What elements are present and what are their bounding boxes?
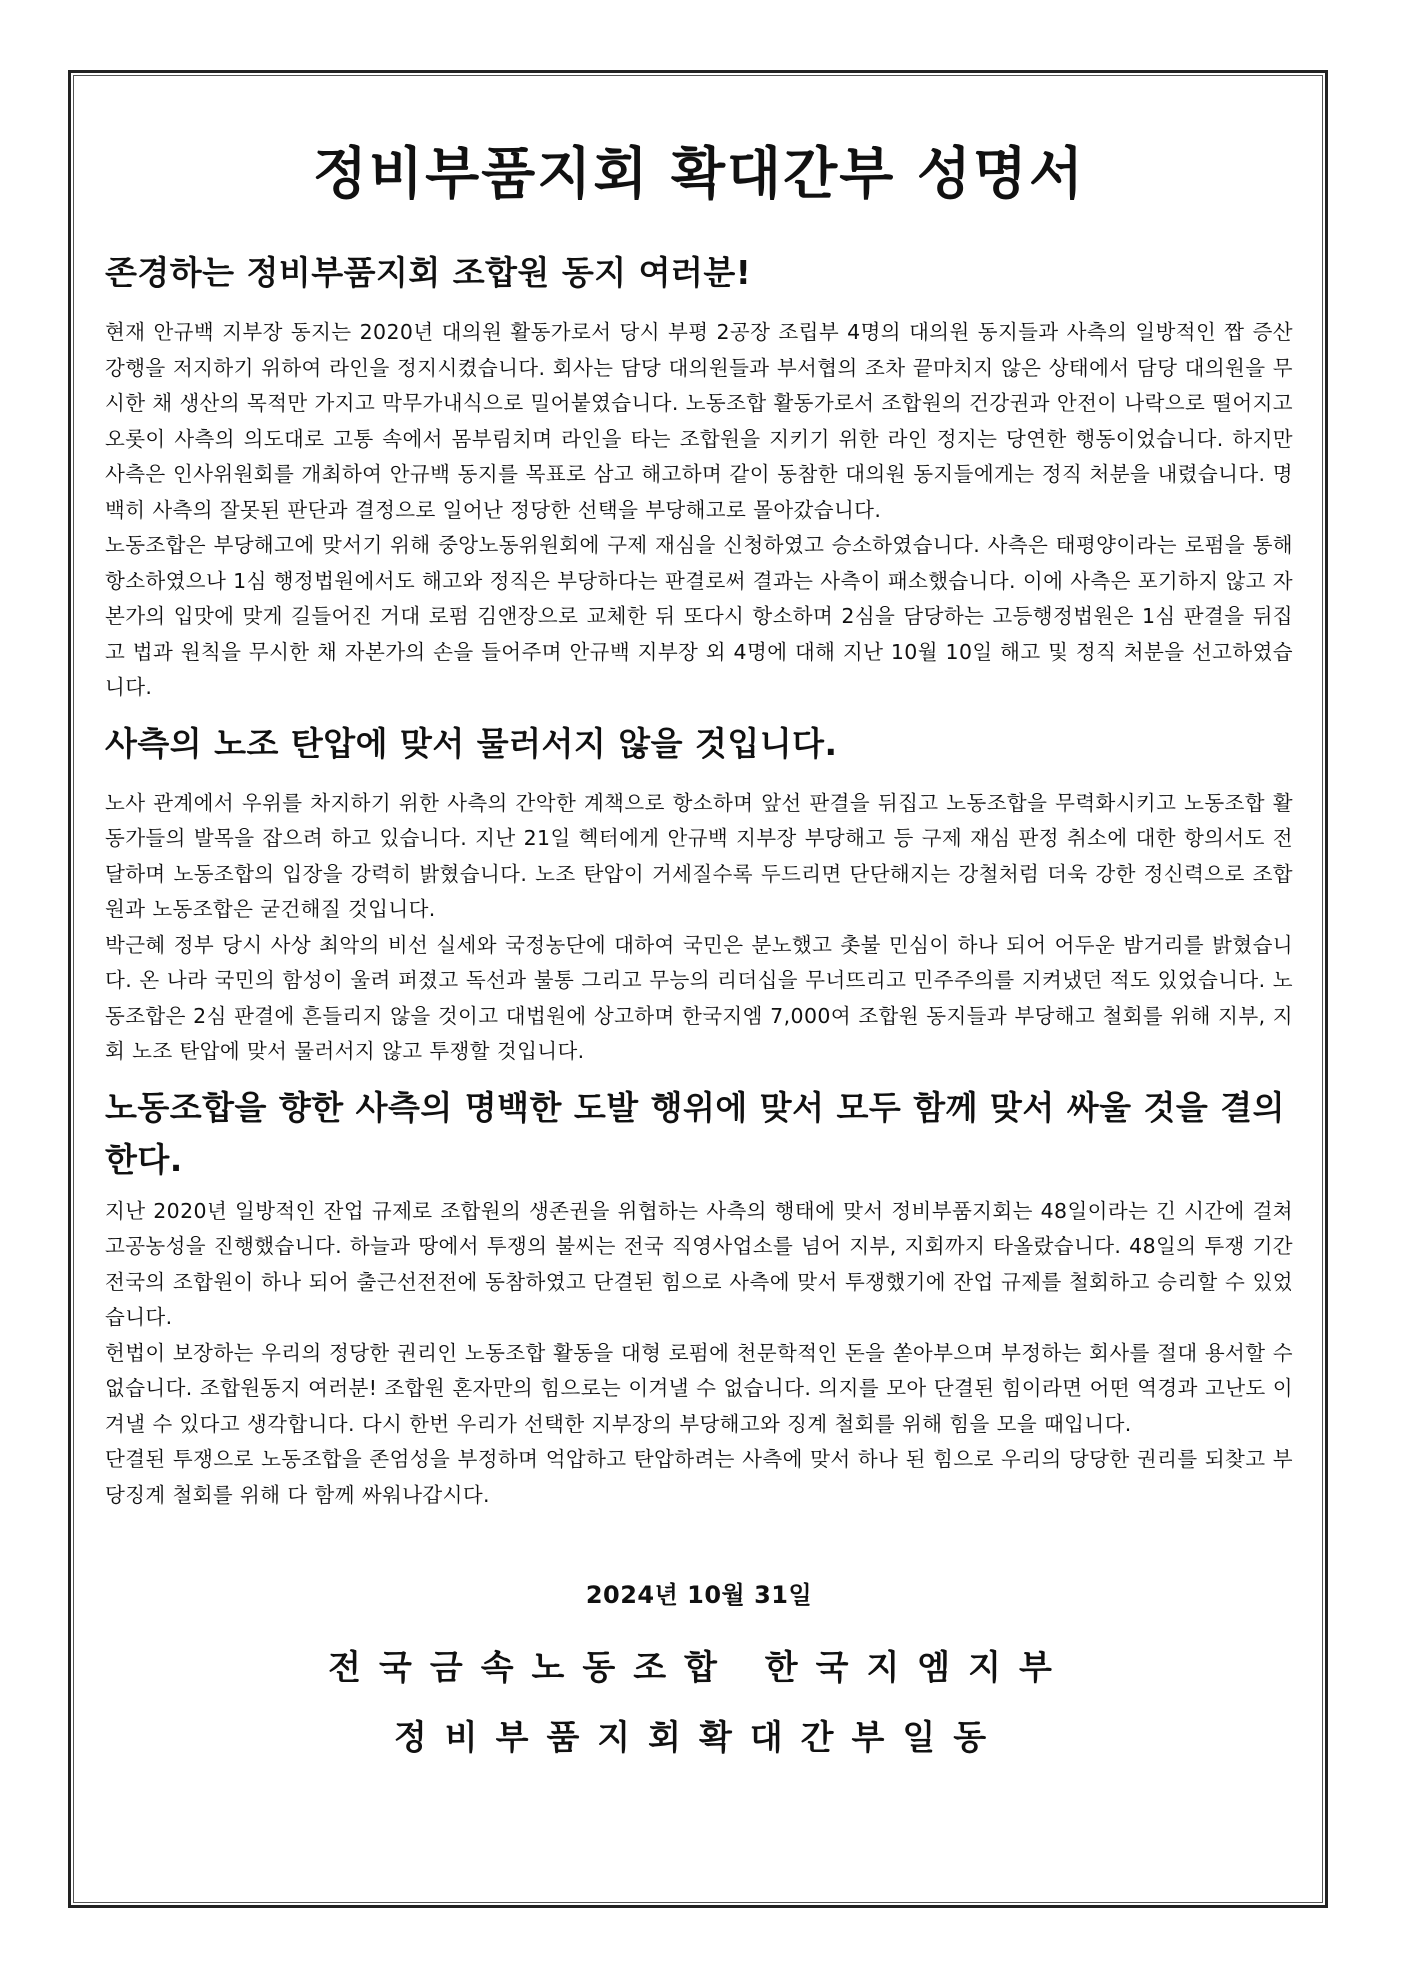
statement-date: 2024년 10월 31일 xyxy=(585,1581,813,1609)
section-heading-3: 노동조합을 향한 사측의 명백한 도발 행위에 맞서 모두 함께 맞서 싸울 것을 결의한다. xyxy=(105,1087,1285,1179)
document-content xyxy=(105,73,1293,1762)
paragraph: 박근혜 정부 당시 사상 최악의 비선 실세와 국정농단에 대하여 국민은 분노했고 촛불 민심이 하나 되어 어두운 밤거리를 밝혔습니다. 온 나라 국민의 함성이 울려 퍼졌고 독선과 불통 그리고 무능의 리더십을 무너뜨리고 민주주의를 지켜냈던 적도 있었습니다. 노동조합은 2심 판결에 흔들리지 않을 것이고 대법원에 상고하며 한국지엠 7,000여 조합원 동지들과 부당해고 철회를 위해 지부, 지회 노조 탄압에 맞서 물러서지 않고 투쟁할 것입니다. xyxy=(105,932,1293,1063)
section-heading-1: 존경하는 정비부품지회 조합원 동지 여러분! xyxy=(105,253,752,292)
paragraph: 지난 2020년 일방적인 잔업 규제로 조합원의 생존권을 위협하는 사측의 행태에 맞서 정비부품지회는 48일이라는 긴 시간에 걸쳐 고공농성을 진행했습니다. 하늘과 땅에서 투쟁의 불씨는 전국 직영사업소를 넘어 지부, 지회까지 타올랐습니다. 48일의 투쟁 기간 전국의 조합원이 하나 되어 출근선전전에 동참하였고 단결된 힘으로 사측에 맞서 투쟁했기에 잔업 규제를 철회하고 승리할 수 있었습니다. xyxy=(105,1198,1293,1329)
paragraph: 노동조합은 부당해고에 맞서기 위해 중앙노동위원회에 구제 재심을 신청하였고 승소하였습니다. 사측은 태평양이라는 로펌을 통해 항소하였으나 1심 행정법원에서도 해고와 정직은 부당하다는 판결로써 결과는 사측이 패소했습니다. 이에 사측은 포기하지 않고 자본가의 입맛에 맞게 길들어진 거대 로펌 김앤장으로 교체한 뒤 또다시 항소하며 2심을 담당하는 고등행정법원은 1심 판결을 뒤집고 법과 원칙을 무시한 채 자본가의 손을 들어주며 안규백 지부장 외 4명에 대해 지난 10월 10일 해고 및 정직 처분을 선고하였습니다. xyxy=(105,533,1293,699)
organization-signatory: 정비부품지회확대간부일동 xyxy=(393,1718,1005,1758)
paragraph: 현재 안규백 지부장 동지는 2020년 대의원 활동가로서 당시 부평 2공장 조립부 4명의 대의원 동지들과 사측의 일방적인 짭 증산 강행을 저지하기 위하여 라인을 정지시켰습니다. 회사는 담당 대의원들과 부서협의 조차 끝마치지 않은 상태에서 담당 대의원을 무시한 채 생산의 목적만 가지고 막무가내식으로 밀어붙였습니다. 노동조합 활동가로서 조합원의 건강권과 안전이 나락으로 떨어지고 오롯이 사측의 의도대로 고통 속에서 몸부림치며 라인을 타는 조합원을 지키기 위한 라인 정지는 당연한 행동이었습니다. 하지만 사측은 인사위원회를 개최하여 안규백 동지를 목표로 삼고 해고하며 같이 동참한 대의원 동지들에게는 정직 처분을 내렸습니다. 명백히 사측의 잘못된 판단과 결정으로 일어난 정당한 선택을 부당해고로 몰아갔습니다. xyxy=(105,320,1293,522)
document-title: 정비부품지회 확대간부 성명서 xyxy=(312,142,1086,207)
paragraph: 단결된 투쟁으로 노동조합을 존엄성을 부정하며 억압하고 탄압하려는 사측에 맞서 하나 된 힘으로 우리의 당당한 권리를 되찾고 부당징계 철회를 위해 다 함께 싸워나갑시다. xyxy=(105,1447,1293,1507)
document-border xyxy=(68,70,1328,1908)
section-body-3 xyxy=(105,1194,1293,1514)
section-heading-2: 사측의 노조 탄압에 맞서 물러서지 않을 것입니다. xyxy=(105,723,838,763)
organization-name: 전국금속노동조합 한국지엠지부 xyxy=(328,1648,1070,1688)
section-body-1 xyxy=(105,315,1293,706)
section-body-2 xyxy=(105,786,1293,1070)
paragraph: 헌법이 보장하는 우리의 정당한 권리인 노동조합 활동을 대형 로펌에 천문학적인 돈을 쏟아부으며 부정하는 회사를 절대 용서할 수 없습니다. 조합원동지 여러분! 조합원 혼자만의 힘으로는 이겨낼 수 없습니다. 의지를 모아 단결된 힘이라면 어떤 역경과 고난도 이겨낼 수 있다고 생각합니다. 다시 한번 우리가 선택한 지부장의 부당해고와 징계 철회를 위해 힘을 모을 때입니다. xyxy=(105,1340,1293,1436)
paragraph: 노사 관계에서 우위를 차지하기 위한 사측의 간악한 계책으로 항소하며 앞선 판결을 뒤집고 노동조합을 무력화시키고 노동조합 활동가들의 발목을 잡으려 하고 있습니다. 지난 21일 헥터에게 안규백 지부장 부당해고 등 구제 재심 판정 취소에 대한 항의서도 전달하며 노동조합의 입장을 강력히 밝혔습니다. 노조 탄압이 거세질수록 두드리면 단단해지는 강철처럼 더욱 강한 정신력으로 조합원과 노동조합은 굳건해질 것입니다. xyxy=(105,790,1293,921)
